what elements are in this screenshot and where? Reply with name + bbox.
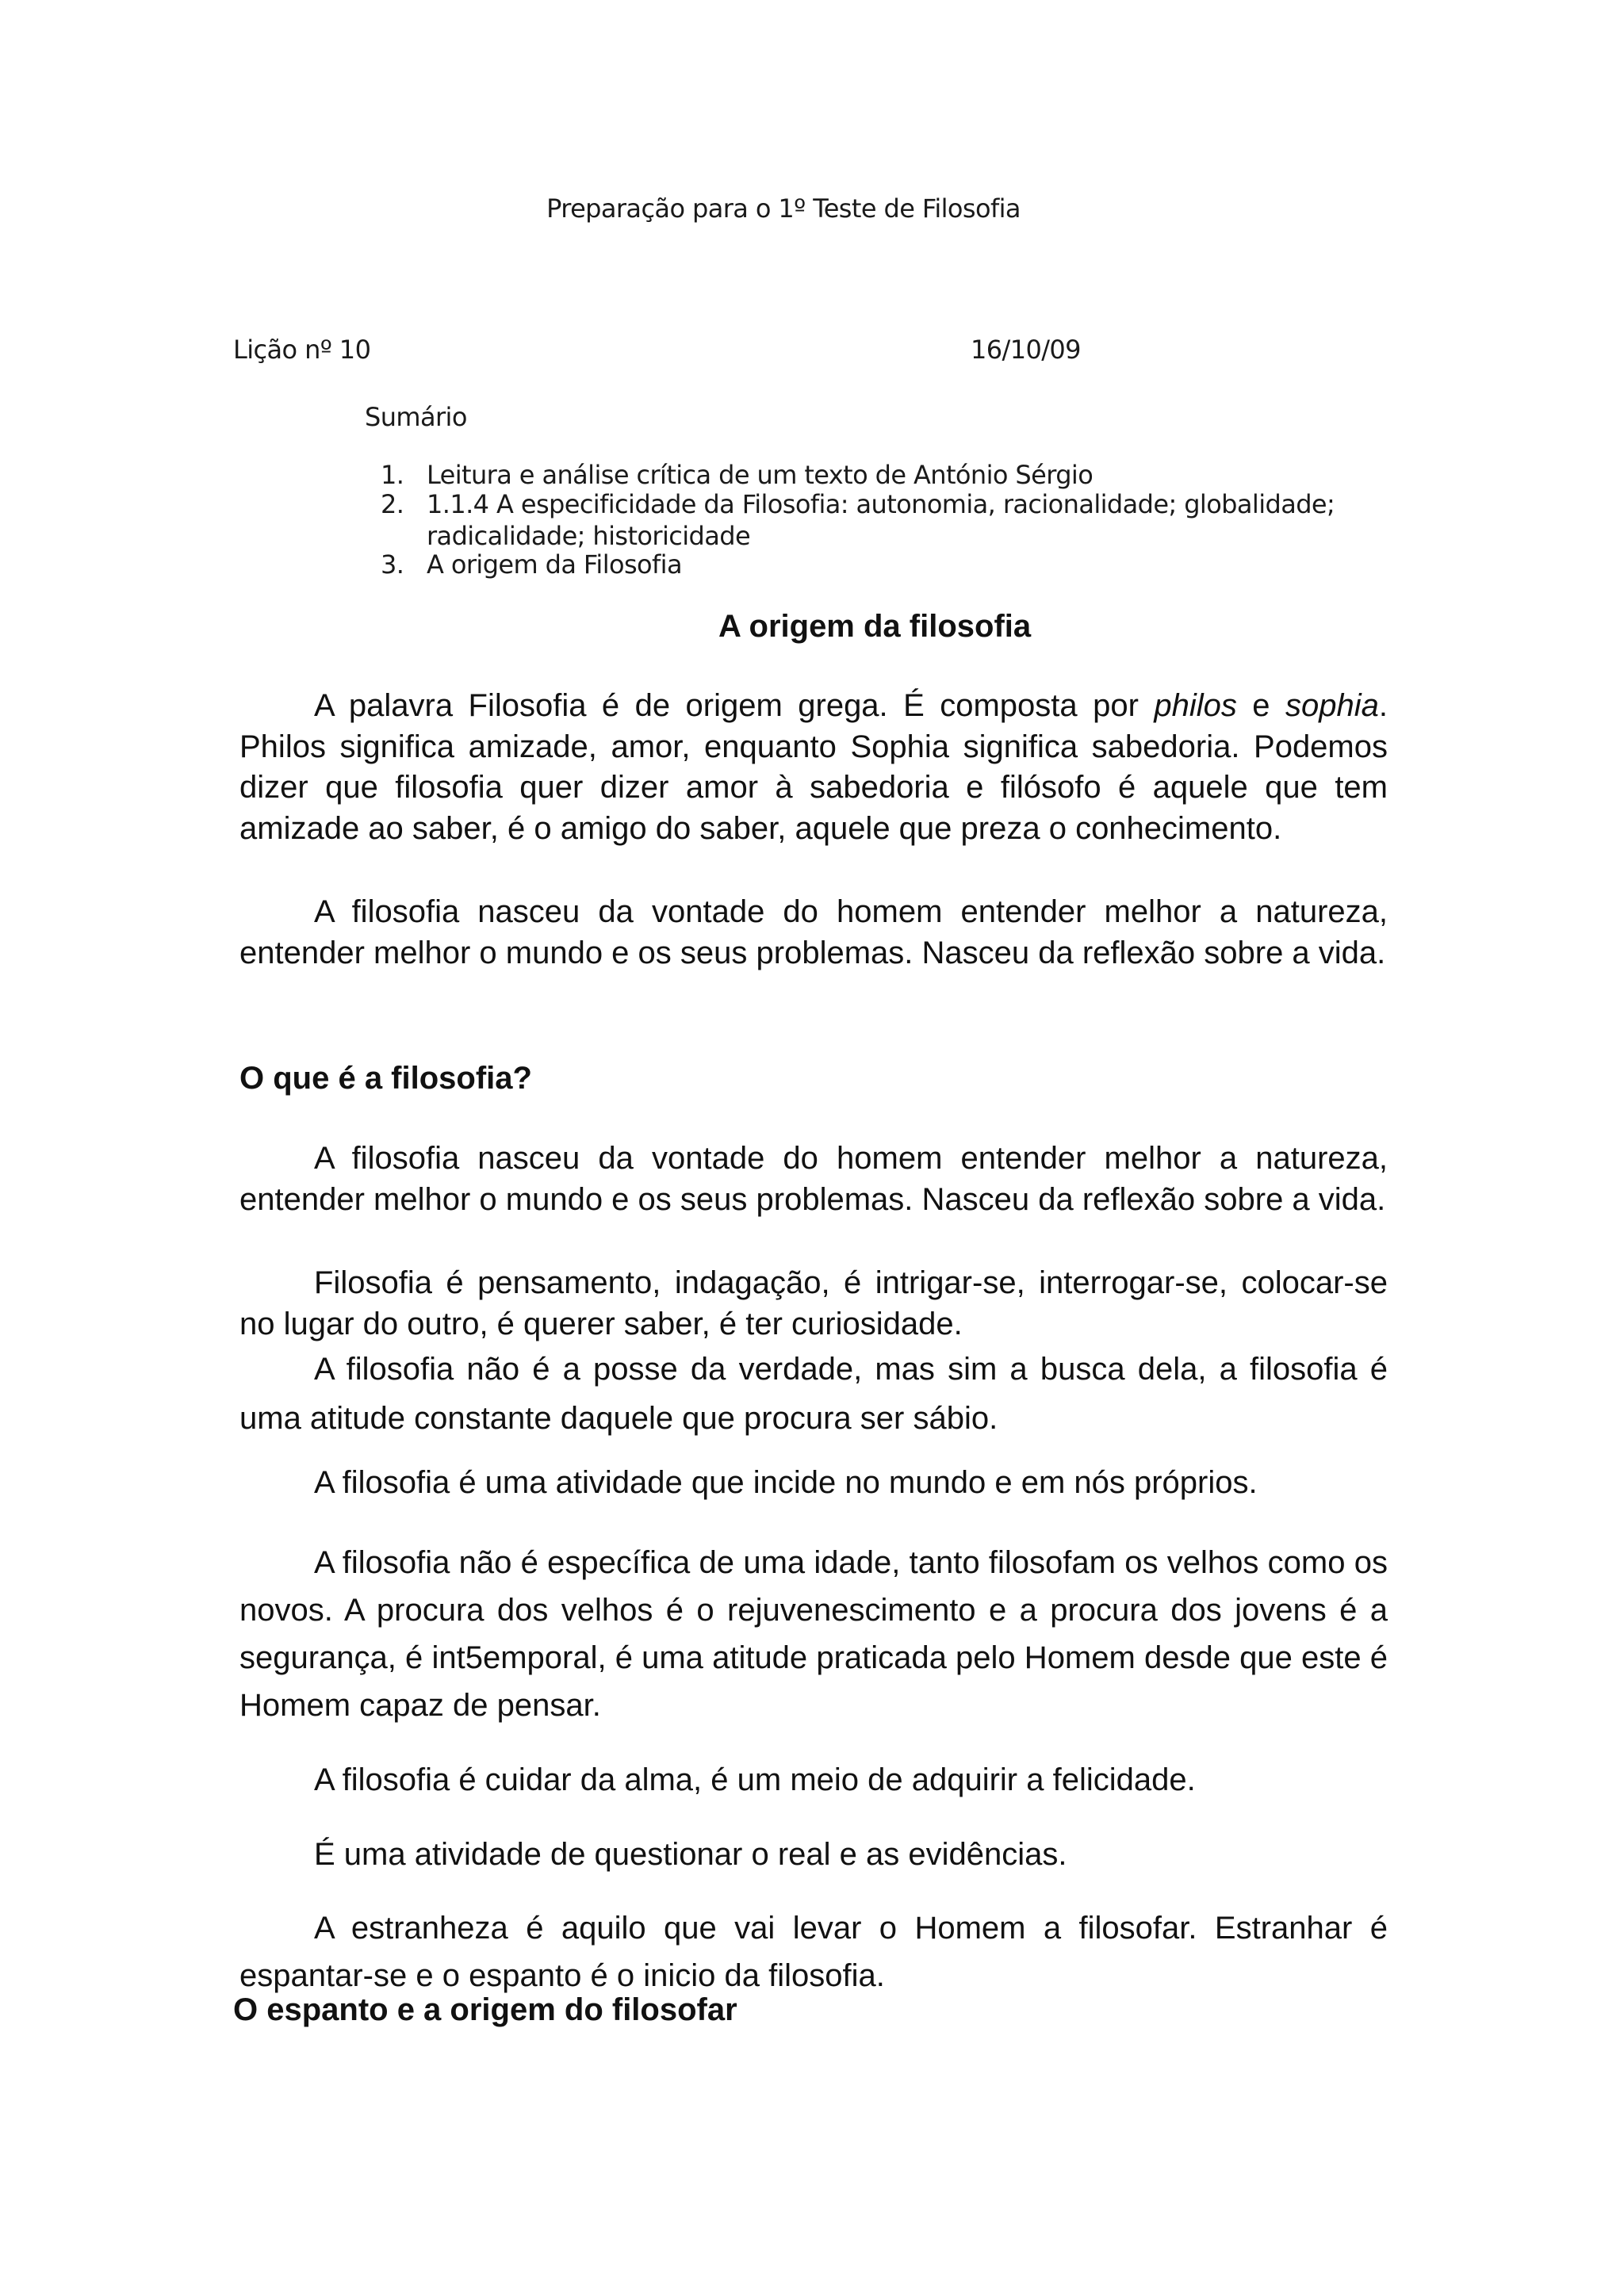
summary-item-number: 2.: [381, 489, 404, 519]
summary-item-number: 3.: [381, 549, 404, 580]
lesson-date: 16/10/09: [971, 335, 1081, 365]
paragraph-text: e: [1236, 688, 1285, 723]
document-title: Preparação para o 1º Teste de Filosofia: [546, 193, 1021, 224]
paragraph-etymology: [239, 686, 1388, 849]
summary-item-text: A origem da Filosofia: [427, 549, 682, 580]
section-heading-origin: A origem da filosofia: [718, 609, 1032, 644]
term-sophia: sophia: [1285, 688, 1379, 723]
summary-item-text: Leitura e análise crítica de um texto de António Sérgio: [427, 460, 1094, 490]
section-heading-what: O que é a filosofia?: [239, 1061, 532, 1096]
paragraph-origin: A filosofia nasceu da vontade do homem entender melhor a natureza, entender melhor o mundo e os seus problemas. Nasceu da reflexão sobre a vida.: [239, 894, 1388, 970]
summary-item-text: 1.1.4 A especificidade da Filosofia: autonomia, racionalidade; globalidade; radicalidade; historicidade: [427, 489, 1335, 551]
term-philos: philos: [1154, 688, 1237, 723]
summary-item-number: 1.: [381, 460, 404, 490]
paragraph: É uma atividade de questionar o real e as evidências.: [314, 1837, 1067, 1872]
paragraph: A filosofia não é específica de uma idade, tanto filosofam os velhos como os novos. A procura dos velhos é o rejuvenescimento e a procura dos jovens é a segurança, é int5emporal, é uma atitude praticada pelo Homem desde que este é Homem capaz de pensar.: [239, 1545, 1388, 1723]
paragraph: A estranheza é aquilo que vai levar o Homem a filosofar. Estranhar é espantar-se e o espanto é o inicio da filosofia.: [239, 1911, 1388, 1993]
paragraph: A filosofia não é a posse da verdade, mas sim a busca dela, a filosofia é uma atitude constante daquele que procura ser sábio.: [239, 1352, 1388, 1436]
paragraph: A filosofia é uma atividade que incide no mundo e em nós próprios.: [314, 1465, 1258, 1500]
paragraph: A filosofia é cuidar da alma, é um meio de adquirir a felicidade.: [314, 1762, 1196, 1797]
lesson-number: Lição nº 10: [233, 335, 371, 365]
paragraph: A filosofia nasceu da vontade do homem entender melhor a natureza, entender melhor o mundo e os seus problemas. Nasceu da reflexão sobre a vida.: [239, 1141, 1388, 1217]
paragraph-text: A palavra Filosofia é de origem grega. É composta por: [314, 688, 1155, 723]
paragraph: Filosofia é pensamento, indagação, é intrigar-se, interrogar-se, colocar-se no lugar do outro, é querer saber, é ter curiosidade.: [239, 1265, 1388, 1341]
section-heading-wonder: O espanto e a origem do filosofar: [233, 1992, 737, 2027]
summary-heading: Sumário: [365, 402, 467, 432]
paragraph-text: . Philos significa amizade, amor, enquanto Sophia significa sabedoria. Podemos dizer que filosofia quer dizer amor à sabedoria e filósofo é aquele que tem amizade ao saber, é o amigo do saber, aquele que preza o conhecimento.: [239, 688, 1388, 846]
